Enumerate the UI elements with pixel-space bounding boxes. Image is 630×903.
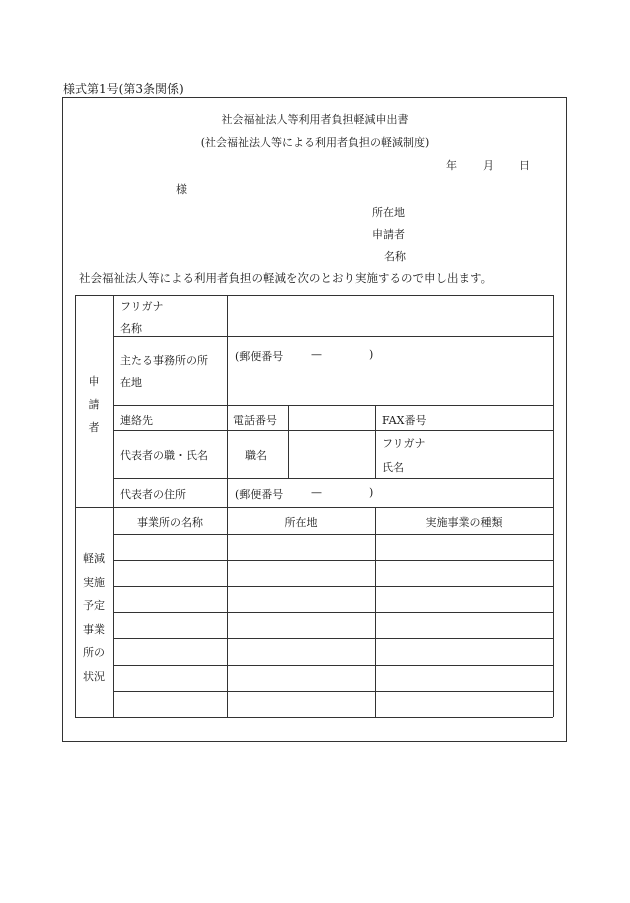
applicant-name-label: 名称 (384, 250, 406, 263)
postal-dash-1: — (311, 348, 322, 361)
name-label: 名称 (120, 322, 142, 335)
applicant-address-label: 所在地 (372, 206, 405, 219)
postal-close-2: ) (369, 486, 374, 499)
location-cell[interactable] (228, 613, 374, 637)
location-cell[interactable] (228, 666, 374, 690)
postal-code-label-2: (郵便番号 (235, 488, 284, 501)
office-name-cell[interactable] (114, 692, 226, 716)
location-cell[interactable] (228, 587, 374, 611)
office-name-cell[interactable] (114, 587, 226, 611)
location-cell[interactable] (228, 561, 374, 585)
office-name-cell[interactable] (114, 613, 226, 637)
statement: 社会福祉法人等による利用者負担の軽減を次のとおり実施するので申し出ます。 (79, 271, 493, 285)
office-name-cell[interactable] (114, 535, 226, 559)
office-section-label: 軽減 実施 予定 事業 所の 状況 (83, 552, 105, 683)
rep-name-label: 氏名 (382, 461, 404, 474)
postal-close-1: ) (369, 348, 374, 361)
office-name-cell[interactable] (114, 666, 226, 690)
rep-address-label: 代表者の住所 (120, 488, 186, 501)
rep-title-name-label: 代表者の職・氏名 (120, 449, 208, 462)
fax-label: FAX番号 (382, 414, 427, 427)
service-type-cell[interactable] (376, 535, 552, 559)
contact-label: 連絡先 (120, 414, 153, 427)
service-type-cell[interactable] (376, 613, 552, 637)
office-name-cell[interactable] (114, 561, 226, 585)
rep-furigana-label: フリガナ (382, 437, 426, 450)
service-type-cell[interactable] (376, 639, 552, 663)
position-input[interactable] (290, 432, 373, 476)
name-input[interactable] (229, 297, 551, 334)
applicant-section-label: 申 請 者 (88, 375, 100, 434)
main-office-label-1: 主たる事務所の所 (120, 354, 208, 367)
date-year[interactable]: 年 (446, 159, 457, 172)
service-type-cell[interactable] (376, 561, 552, 585)
form-number: 様式第1号(第3条関係) (63, 82, 184, 96)
service-type-cell[interactable] (376, 587, 552, 611)
position-label: 職名 (245, 449, 267, 462)
applicant-label: 申請者 (372, 228, 405, 241)
office-name-cell[interactable] (114, 639, 226, 663)
service-type-cell[interactable] (376, 692, 552, 716)
location-cell[interactable] (228, 639, 374, 663)
date-day[interactable]: 日 (519, 159, 530, 172)
col-location: 所在地 (284, 516, 318, 529)
postal-dash-2: — (311, 486, 322, 499)
furigana-label: フリガナ (120, 300, 164, 313)
addressee-suffix: 様 (176, 183, 187, 196)
form-subtitle: (社会福祉法人等による利用者負担の軽減制度) (200, 136, 430, 149)
phone-input[interactable] (290, 407, 373, 428)
postal-code-label-1: (郵便番号 (235, 350, 284, 363)
service-type-cell[interactable] (376, 666, 552, 690)
location-cell[interactable] (228, 535, 374, 559)
col-service-type: 実施事業の種類 (425, 516, 503, 529)
date-month[interactable]: 月 (483, 159, 494, 172)
phone-label: 電話番号 (233, 414, 277, 427)
col-office-name: 事業所の名称 (137, 516, 203, 529)
location-cell[interactable] (228, 692, 374, 716)
form-title: 社会福祉法人等利用者負担軽減申出書 (221, 113, 409, 126)
main-office-label-2: 在地 (120, 376, 142, 389)
